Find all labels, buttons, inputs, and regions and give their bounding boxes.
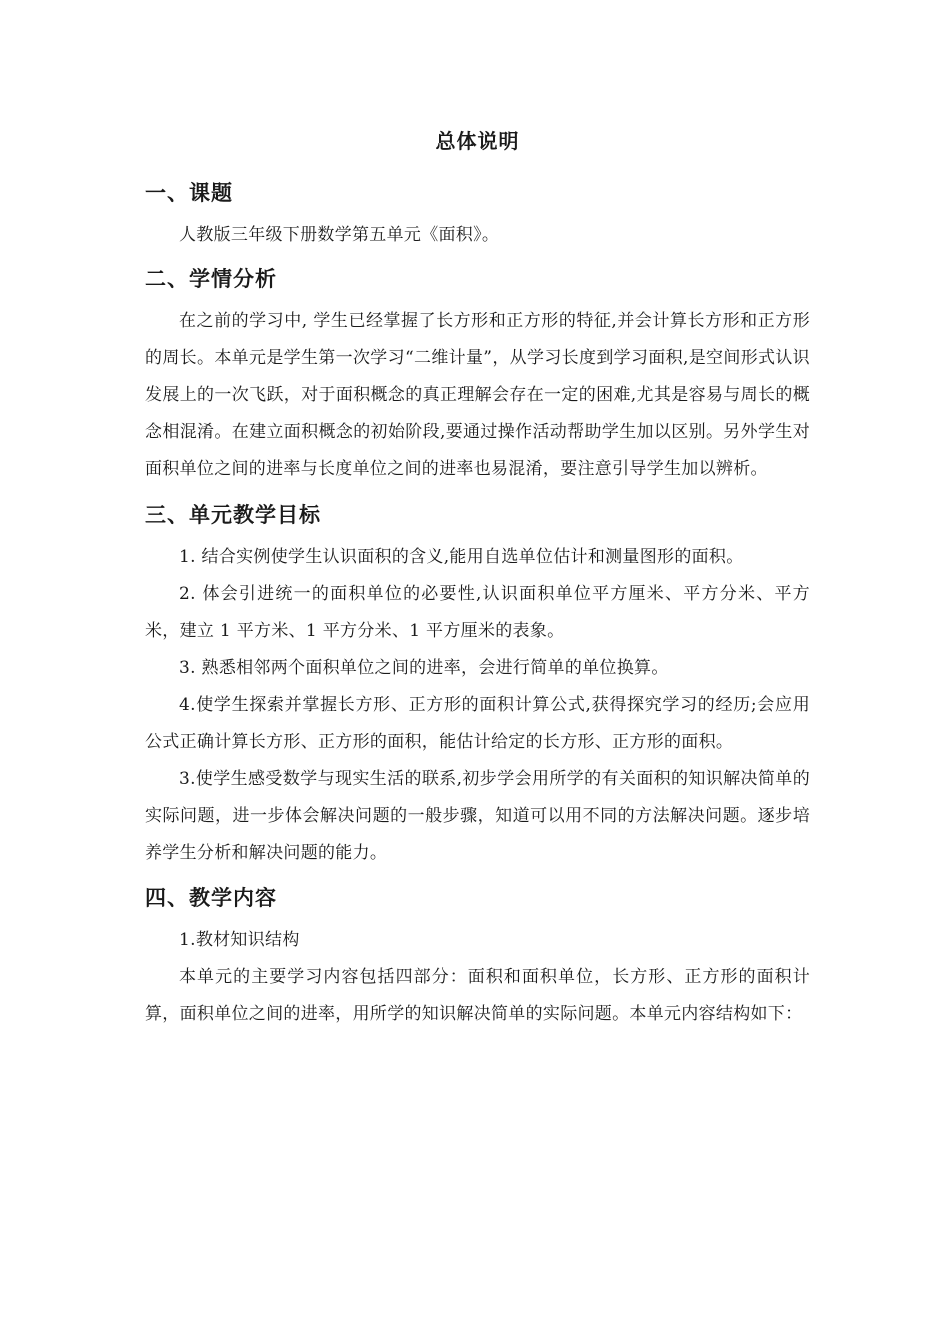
section-heading-teaching-goals: 三、单元教学目标 [145, 503, 321, 527]
goal-item-4: 4.使学生探索并掌握长方形、正方形的面积计算公式,获得探究学习的经历;会应用公式正确计算长方形、正方形的面积，能估计给定的长方形、正方形的面积。 [145, 695, 810, 752]
goal-item-1: 1. 结合实例使学生认识面积的含义,能用自选单位估计和测量图形的面积。 [179, 547, 744, 567]
goal-item-5: 3.使学生感受数学与现实生活的联系,初步学会用所学的有关面积的知识解决简单的实际问题，进一步体会解决问题的一般步骤，知道可以用不同的方法解决问题。逐步培养学生分析和解决问题的能力。 [145, 769, 810, 863]
content-subheading: 1.教材知识结构 [179, 930, 300, 950]
topic-paragraph: 人教版三年级下册数学第五单元《面积》。 [179, 225, 500, 245]
section-heading-teaching-content: 四、教学内容 [145, 886, 277, 910]
section-heading-learner-analysis: 二、学情分析 [145, 267, 277, 291]
document-page [145, 120, 810, 1033]
learner-analysis-paragraph: 在之前的学习中, 学生已经掌握了长方形和正方形的特征,并会计算长方形和正方形的周长。本单元是学生第一次学习“二维计量”，从学习长度到学习面积,是空间形式认识发展上的一次飞跃，对于面积概念的真正理解会存在一定的困难,尤其是容易与周长的概念相混淆。在建立面积概念的初始阶段,要通过操作活动帮助学生加以区别。另外学生对面积单位之间的进率与长度单位之间的进率也易混淆，要注意引导学生加以辨析。 [145, 311, 810, 479]
document-title: 总体说明 [435, 129, 520, 153]
goal-item-2: 2. 体会引进统一的面积单位的必要性,认识面积单位平方厘米、平方分米、平方米，建立 1 平方米、1 平方分米、1 平方厘米的表象。 [145, 584, 810, 641]
content-paragraph: 本单元的主要学习内容包括四部分：面积和面积单位，长方形、正方形的面积计算，面积单位之间的进率，用所学的知识解决简单的实际问题。本单元内容结构如下： [145, 967, 810, 1024]
section-heading-topic: 一、课题 [145, 181, 233, 205]
goal-item-3: 3. 熟悉相邻两个面积单位之间的进率，会进行简单的单位换算。 [179, 658, 669, 678]
